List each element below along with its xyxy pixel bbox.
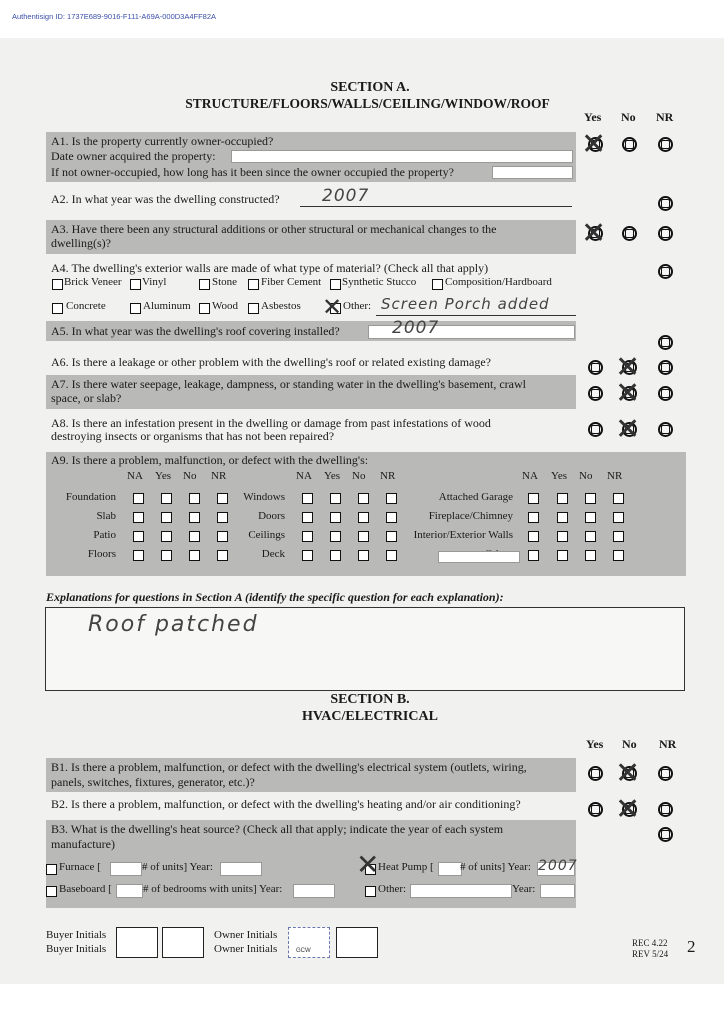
b3-other-year-field[interactable] [540, 884, 575, 898]
a3-question-line2: dwelling(s)? [51, 236, 111, 250]
b3-question-line1: B3. What is the dwelling's heat source? (Check all that apply; indicate the year of each system [51, 822, 504, 836]
a8-no-handwritten-x: ✕ [615, 412, 641, 447]
a4-question: A4. The dwelling's exterior walls are made of what type of material? (Check all that apply) [51, 261, 489, 275]
b1-question-line1: B1. Is there a problem, malfunction, or defect with the dwelling's electrical system (outlets, wiring, [51, 760, 527, 774]
checkbox-stone[interactable] [199, 279, 210, 290]
a9-row-label: Doors [258, 510, 285, 522]
checkbox-furnace[interactable] [46, 864, 57, 875]
buyer-initials-box-1[interactable] [116, 927, 158, 958]
a9-checkbox[interactable] [217, 550, 228, 561]
a7-question-line1: A7. Is there water seepage, leakage, dampness, or standing water in the dwelling's basement, crawl [51, 377, 526, 391]
a9-checkbox[interactable] [557, 531, 568, 542]
a9-checkbox[interactable] [557, 512, 568, 523]
a9-checkbox[interactable] [386, 493, 397, 504]
a4-other-answer[interactable]: Screen Porch added [381, 295, 550, 313]
a9-checkbox[interactable] [528, 550, 539, 561]
heat-pump-units-year-label: # of units] Year: [460, 861, 531, 873]
a6-no-handwritten-x: ✕ [615, 350, 641, 385]
a9-checkbox[interactable] [358, 550, 369, 561]
heat-pump-year[interactable]: 2007 [538, 858, 578, 874]
a9-row-label: Windows [243, 491, 285, 503]
col-nr-b: NR [659, 737, 677, 751]
a9-checkbox[interactable] [133, 512, 144, 523]
authentisign-id: Authentisign ID: 1737E689-9016-F111-A69A-000D3A4FF82A [12, 12, 217, 21]
a9-checkbox[interactable] [189, 493, 200, 504]
a9-checkbox[interactable] [585, 493, 596, 504]
a7-nr-radio[interactable] [658, 386, 673, 401]
a7-question-line2: space, or slab? [51, 391, 122, 405]
a9-col-header: No [579, 470, 593, 482]
b3-nr-radio[interactable] [658, 827, 673, 842]
a9-checkbox[interactable] [161, 550, 172, 561]
checkbox-b3-other[interactable] [365, 886, 376, 897]
a3-question-line1: A3. Have there been any structural additions or other structural or mechanical changes to the [51, 222, 497, 236]
a9-checkbox[interactable] [386, 512, 397, 523]
checkbox-composition-hardboard[interactable] [432, 279, 443, 290]
a9-row-label: Interior/Exterior Walls [413, 529, 513, 541]
checkbox-fiber-cement[interactable] [248, 279, 259, 290]
a1-date-field[interactable] [231, 150, 573, 163]
a9-checkbox[interactable] [330, 550, 341, 561]
a2-answer[interactable]: 2007 [322, 186, 370, 206]
label-wood: Wood [212, 300, 239, 312]
furnace-units-field[interactable] [110, 862, 142, 876]
checkbox-concrete[interactable] [52, 303, 63, 314]
a9-checkbox[interactable] [133, 550, 144, 561]
a8-nr-radio[interactable] [658, 422, 673, 437]
a5-question: A5. In what year was the dwelling's roof covering installed? [51, 324, 340, 338]
a2-question: A2. In what year was the dwelling constructed? [51, 192, 280, 206]
other-handwritten-x: ✕ [322, 293, 343, 321]
label-brick-veneer: Brick Veneer [64, 276, 122, 288]
label-vinyl: Vinyl [142, 276, 167, 288]
a5-answer[interactable]: 2007 [392, 318, 440, 338]
a9-checkbox[interactable] [358, 531, 369, 542]
a9-checkbox[interactable] [528, 493, 539, 504]
rev-code: REV 5/24 [632, 949, 669, 959]
a9-row-label: Floors [87, 548, 116, 560]
baseboard-bedrooms-year-label: # of bedrooms with units] Year: [143, 883, 283, 895]
a1-how-long-field[interactable] [492, 166, 573, 179]
a9-checkbox[interactable] [613, 550, 624, 561]
a9-row-label: Deck [261, 548, 285, 560]
label-composition-hardboard: Composition/Hardboard [445, 276, 552, 288]
baseboard-units-field[interactable] [116, 884, 143, 898]
a9-checkbox[interactable] [585, 531, 596, 542]
a1-nr-radio[interactable] [658, 137, 673, 152]
a4-other-line [376, 315, 576, 316]
a9-other-field[interactable] [438, 551, 520, 563]
page-number: 2 [687, 937, 696, 956]
buyer-initials-label-1: Buyer Initials [46, 929, 107, 941]
col-yes-b: Yes [586, 737, 604, 751]
label-aluminum: Aluminum [143, 300, 191, 312]
a8-question-line1: A8. Is there an infestation present in the dwelling or damage from past infestations of wood [51, 416, 491, 430]
a9-checkbox[interactable] [302, 493, 313, 504]
a9-col-header: No [352, 470, 366, 482]
a2-nr-radio[interactable] [658, 196, 673, 211]
owner-initials-box-2[interactable] [336, 927, 378, 958]
a9-row-label: Foundation [65, 491, 116, 503]
buyer-initials-box-2[interactable] [162, 927, 204, 958]
label-b3-other: Other: [378, 883, 407, 895]
label-synthetic-stucco: Synthetic Stucco [342, 276, 417, 288]
checkbox-brick-veneer[interactable] [52, 279, 63, 290]
label-baseboard: Baseboard [ [59, 883, 112, 895]
a9-col-header: NA [522, 470, 538, 482]
a9-col-header: NA [127, 470, 143, 482]
section-a-title: SECTION A. [330, 80, 410, 95]
a9-col-header: NR [380, 470, 396, 482]
b2-yes-radio[interactable] [588, 802, 603, 817]
label-concrete: Concrete [66, 300, 106, 312]
a9-row-label: Patio [93, 529, 116, 541]
a9-checkbox[interactable] [585, 550, 596, 561]
a3-no-radio[interactable] [622, 226, 637, 241]
a9-checkbox[interactable] [330, 531, 341, 542]
a6-nr-radio[interactable] [658, 360, 673, 375]
a8-question-line2: destroying insects or organisms that has not been repaired? [51, 429, 335, 443]
a3-yes-handwritten-x: ✕ [581, 216, 607, 251]
b2-question: B2. Is there a problem, malfunction, or defect with the dwelling's heating and/or air conditioning? [51, 797, 521, 811]
explanations-label: Explanations for questions in Section A (identify the specific question for each explanation): [46, 590, 504, 604]
label-stone: Stone [212, 276, 238, 288]
b1-nr-radio[interactable] [658, 766, 673, 781]
owner-initials-label-2: Owner Initials [214, 943, 278, 955]
col-yes-a: Yes [584, 110, 602, 124]
a9-col-header: Yes [551, 470, 568, 482]
a1-question: A1. Is the property currently owner-occupied? [51, 134, 274, 148]
a9-checkbox[interactable] [217, 531, 228, 542]
owner-initials-label-1: Owner Initials [214, 929, 278, 941]
col-no-b: No [622, 737, 637, 751]
b1-question-line2: panels, switches, fixtures, generator, etc.)? [51, 775, 255, 789]
a9-checkbox[interactable] [613, 512, 624, 523]
baseboard-year-field[interactable] [293, 884, 335, 898]
section-b-subtitle: HVAC/ELECTRICAL [302, 709, 438, 724]
col-nr-a: NR [656, 110, 674, 124]
a2-line [300, 206, 572, 207]
a9-checkbox[interactable] [557, 550, 568, 561]
checkbox-baseboard[interactable] [46, 886, 57, 897]
checkbox-aluminum[interactable] [130, 303, 141, 314]
a8-yes-radio[interactable] [588, 422, 603, 437]
label-asbestos: Asbestos [261, 300, 301, 312]
label-other: Other: [343, 300, 372, 312]
a9-checkbox[interactable] [613, 531, 624, 542]
b2-no-handwritten-x: ✕ [615, 792, 641, 827]
label-furnace: Furnace [ [59, 861, 101, 873]
a9-row-label: Attached Garage [438, 491, 513, 503]
col-no-a: No [621, 110, 636, 124]
furnace-units-year-label: # of units] Year: [142, 861, 213, 873]
a9-col-header: Yes [324, 470, 341, 482]
owner-initials-value: GCW [296, 948, 311, 954]
a9-checkbox[interactable] [528, 512, 539, 523]
a9-checkbox[interactable] [358, 493, 369, 504]
a9-checkbox[interactable] [161, 512, 172, 523]
b3-other-field[interactable] [410, 884, 512, 898]
a5-nr-radio[interactable] [658, 335, 673, 350]
a1-no-radio[interactable] [622, 137, 637, 152]
b2-nr-radio[interactable] [658, 802, 673, 817]
a9-row-label: Slab [96, 510, 116, 522]
a4-nr-radio[interactable] [658, 264, 673, 279]
a9-checkbox[interactable] [302, 550, 313, 561]
a9-checkbox[interactable] [528, 531, 539, 542]
b1-yes-radio[interactable] [588, 766, 603, 781]
a9-row-label: Fireplace/Chimney [428, 510, 513, 522]
a9-checkbox[interactable] [161, 493, 172, 504]
furnace-year-field[interactable] [220, 862, 262, 876]
a9-checkbox[interactable] [217, 512, 228, 523]
a9-checkbox[interactable] [585, 512, 596, 523]
a9-checkbox[interactable] [217, 493, 228, 504]
a3-nr-radio[interactable] [658, 226, 673, 241]
checkbox-synthetic-stucco[interactable] [330, 279, 341, 290]
section-a-subtitle: STRUCTURE/FLOORS/WALLS/CEILING/WINDOW/ROOF [185, 96, 550, 111]
a9-checkbox[interactable] [133, 531, 144, 542]
a9-col-header: Yes [155, 470, 172, 482]
checkbox-wood[interactable] [199, 303, 210, 314]
a9-col-header: NR [211, 470, 227, 482]
label-fiber-cement: Fiber Cement [261, 276, 322, 288]
a1-yes-handwritten-x: ✕ [581, 127, 607, 162]
a9-checkbox[interactable] [358, 512, 369, 523]
a9-checkbox[interactable] [189, 512, 200, 523]
a9-col-header: NR [607, 470, 623, 482]
b3-question-line2: manufacture) [51, 837, 115, 851]
a9-checkbox[interactable] [189, 550, 200, 561]
a7-yes-radio[interactable] [588, 386, 603, 401]
a9-row-label: Ceilings [248, 529, 285, 541]
a9-checkbox[interactable] [330, 512, 341, 523]
a1-how-long-label: If not owner-occupied, how long has it been since the owner occupied the property? [51, 165, 454, 179]
checkbox-asbestos[interactable] [248, 303, 259, 314]
explanation-text[interactable]: Roof patched [88, 612, 259, 637]
a6-yes-radio[interactable] [588, 360, 603, 375]
a9-col-header: NA [296, 470, 312, 482]
b1-no-handwritten-x: ✕ [615, 756, 641, 791]
a6-question: A6. Is there a leakage or other problem with the dwelling's roof or related existing damage? [51, 355, 492, 369]
a9-checkbox[interactable] [613, 493, 624, 504]
a9-checkbox[interactable] [302, 512, 313, 523]
a9-checkbox[interactable] [386, 531, 397, 542]
section-b-title: SECTION B. [330, 692, 410, 707]
a9-checkbox[interactable] [133, 493, 144, 504]
a7-no-handwritten-x: ✕ [615, 376, 641, 411]
checkbox-vinyl[interactable] [130, 279, 141, 290]
a9-checkbox[interactable] [557, 493, 568, 504]
a1-date-label: Date owner acquired the property: [51, 149, 216, 163]
a9-col-header: No [183, 470, 197, 482]
a9-checkbox[interactable] [161, 531, 172, 542]
rec-code: REC 4.22 [632, 938, 668, 948]
a9-checkbox[interactable] [330, 493, 341, 504]
heat-pump-units-field[interactable] [438, 862, 462, 876]
heat-pump-handwritten-x: ✕ [356, 848, 380, 881]
label-heat-pump: Heat Pump [ [378, 861, 434, 873]
a9-checkbox[interactable] [386, 550, 397, 561]
buyer-initials-label-2: Buyer Initials [46, 943, 107, 955]
a9-checkbox[interactable] [189, 531, 200, 542]
label-b3-year: Year: [512, 883, 536, 895]
a9-checkbox[interactable] [302, 531, 313, 542]
a9-question: A9. Is there a problem, malfunction, or defect with the dwelling's: [51, 453, 369, 467]
